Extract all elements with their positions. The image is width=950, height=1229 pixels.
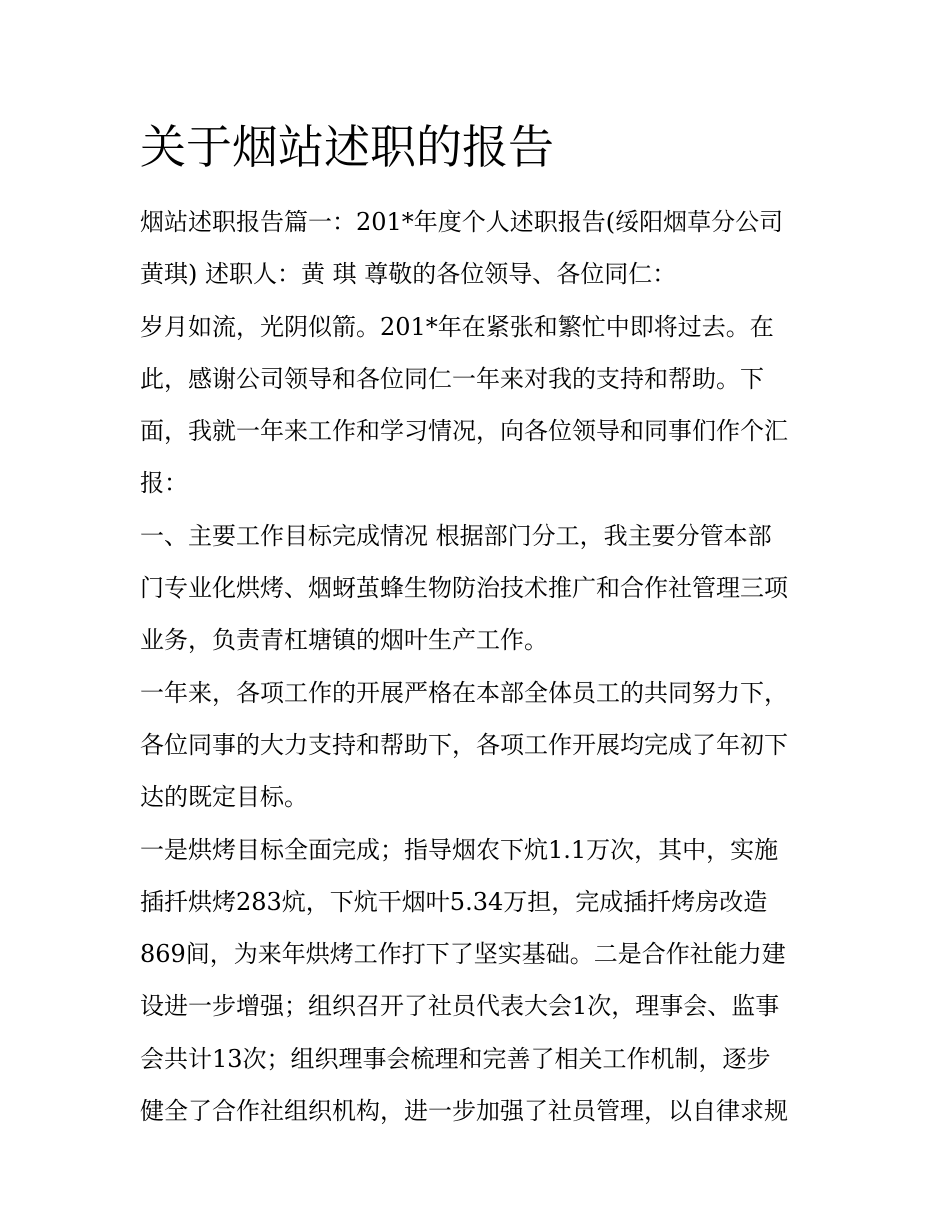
body-line: 一、主要工作目标完成情况 根据部门分工，我主要分管本部 [140, 521, 772, 550]
body-line: 黄琪) 述职人：黄 琪 尊敬的各位领导、各位同仁： [140, 260, 677, 289]
body-line: 各位同事的大力支持和帮助下，各项工作开展均完成了年初下 [140, 730, 788, 759]
body-line: 业务，负责青杠塘镇的烟叶生产工作。 [140, 626, 548, 655]
body-line: 一年来，各项工作的开展严格在本部全体员工的共同努力下， [140, 678, 788, 707]
body-line: 会共计13次；组织理事会梳理和完善了相关工作机制，逐步 [140, 1044, 771, 1073]
body-line: 此，感谢公司领导和各位同仁一年来对我的支持和帮助。下 [140, 364, 764, 393]
body-line: 岁月如流，光阴似箭。201*年在紧张和繁忙中即将过去。在 [140, 312, 774, 341]
body-line: 设进一步增强；组织召开了社员代表大会1次，理事会、监事 [140, 992, 780, 1021]
body-line: 面，我就一年来工作和学习情况，向各位领导和同事们作个汇 [140, 417, 788, 446]
body-line: 烟站述职报告篇一：201*年度个人述职报告(绥阳烟草分公司 [140, 208, 784, 236]
body-line: 869间，为来年烘烤工作打下了坚实基础。二是合作社能力建 [140, 940, 786, 969]
document-body [140, 196, 820, 1137]
body-line: 达的既定目标。 [140, 783, 308, 812]
body-line: 报： [140, 469, 188, 498]
body-line: 健全了合作社组织机构，进一步加强了社员管理，以自律求规 [140, 1097, 788, 1126]
document-title: 关于烟站述职的报告 [140, 120, 554, 174]
body-line: 门专业化烘烤、烟蚜茧蜂生物防治技术推广和合作社管理三项 [140, 574, 788, 603]
body-line: 一是烘烤目标全面完成；指导烟农下炕1.1万次，其中，实施 [140, 835, 779, 864]
body-line: 插扦烘烤283炕，下炕干烟叶5.34万担，完成插扦烤房改造 [140, 887, 768, 916]
